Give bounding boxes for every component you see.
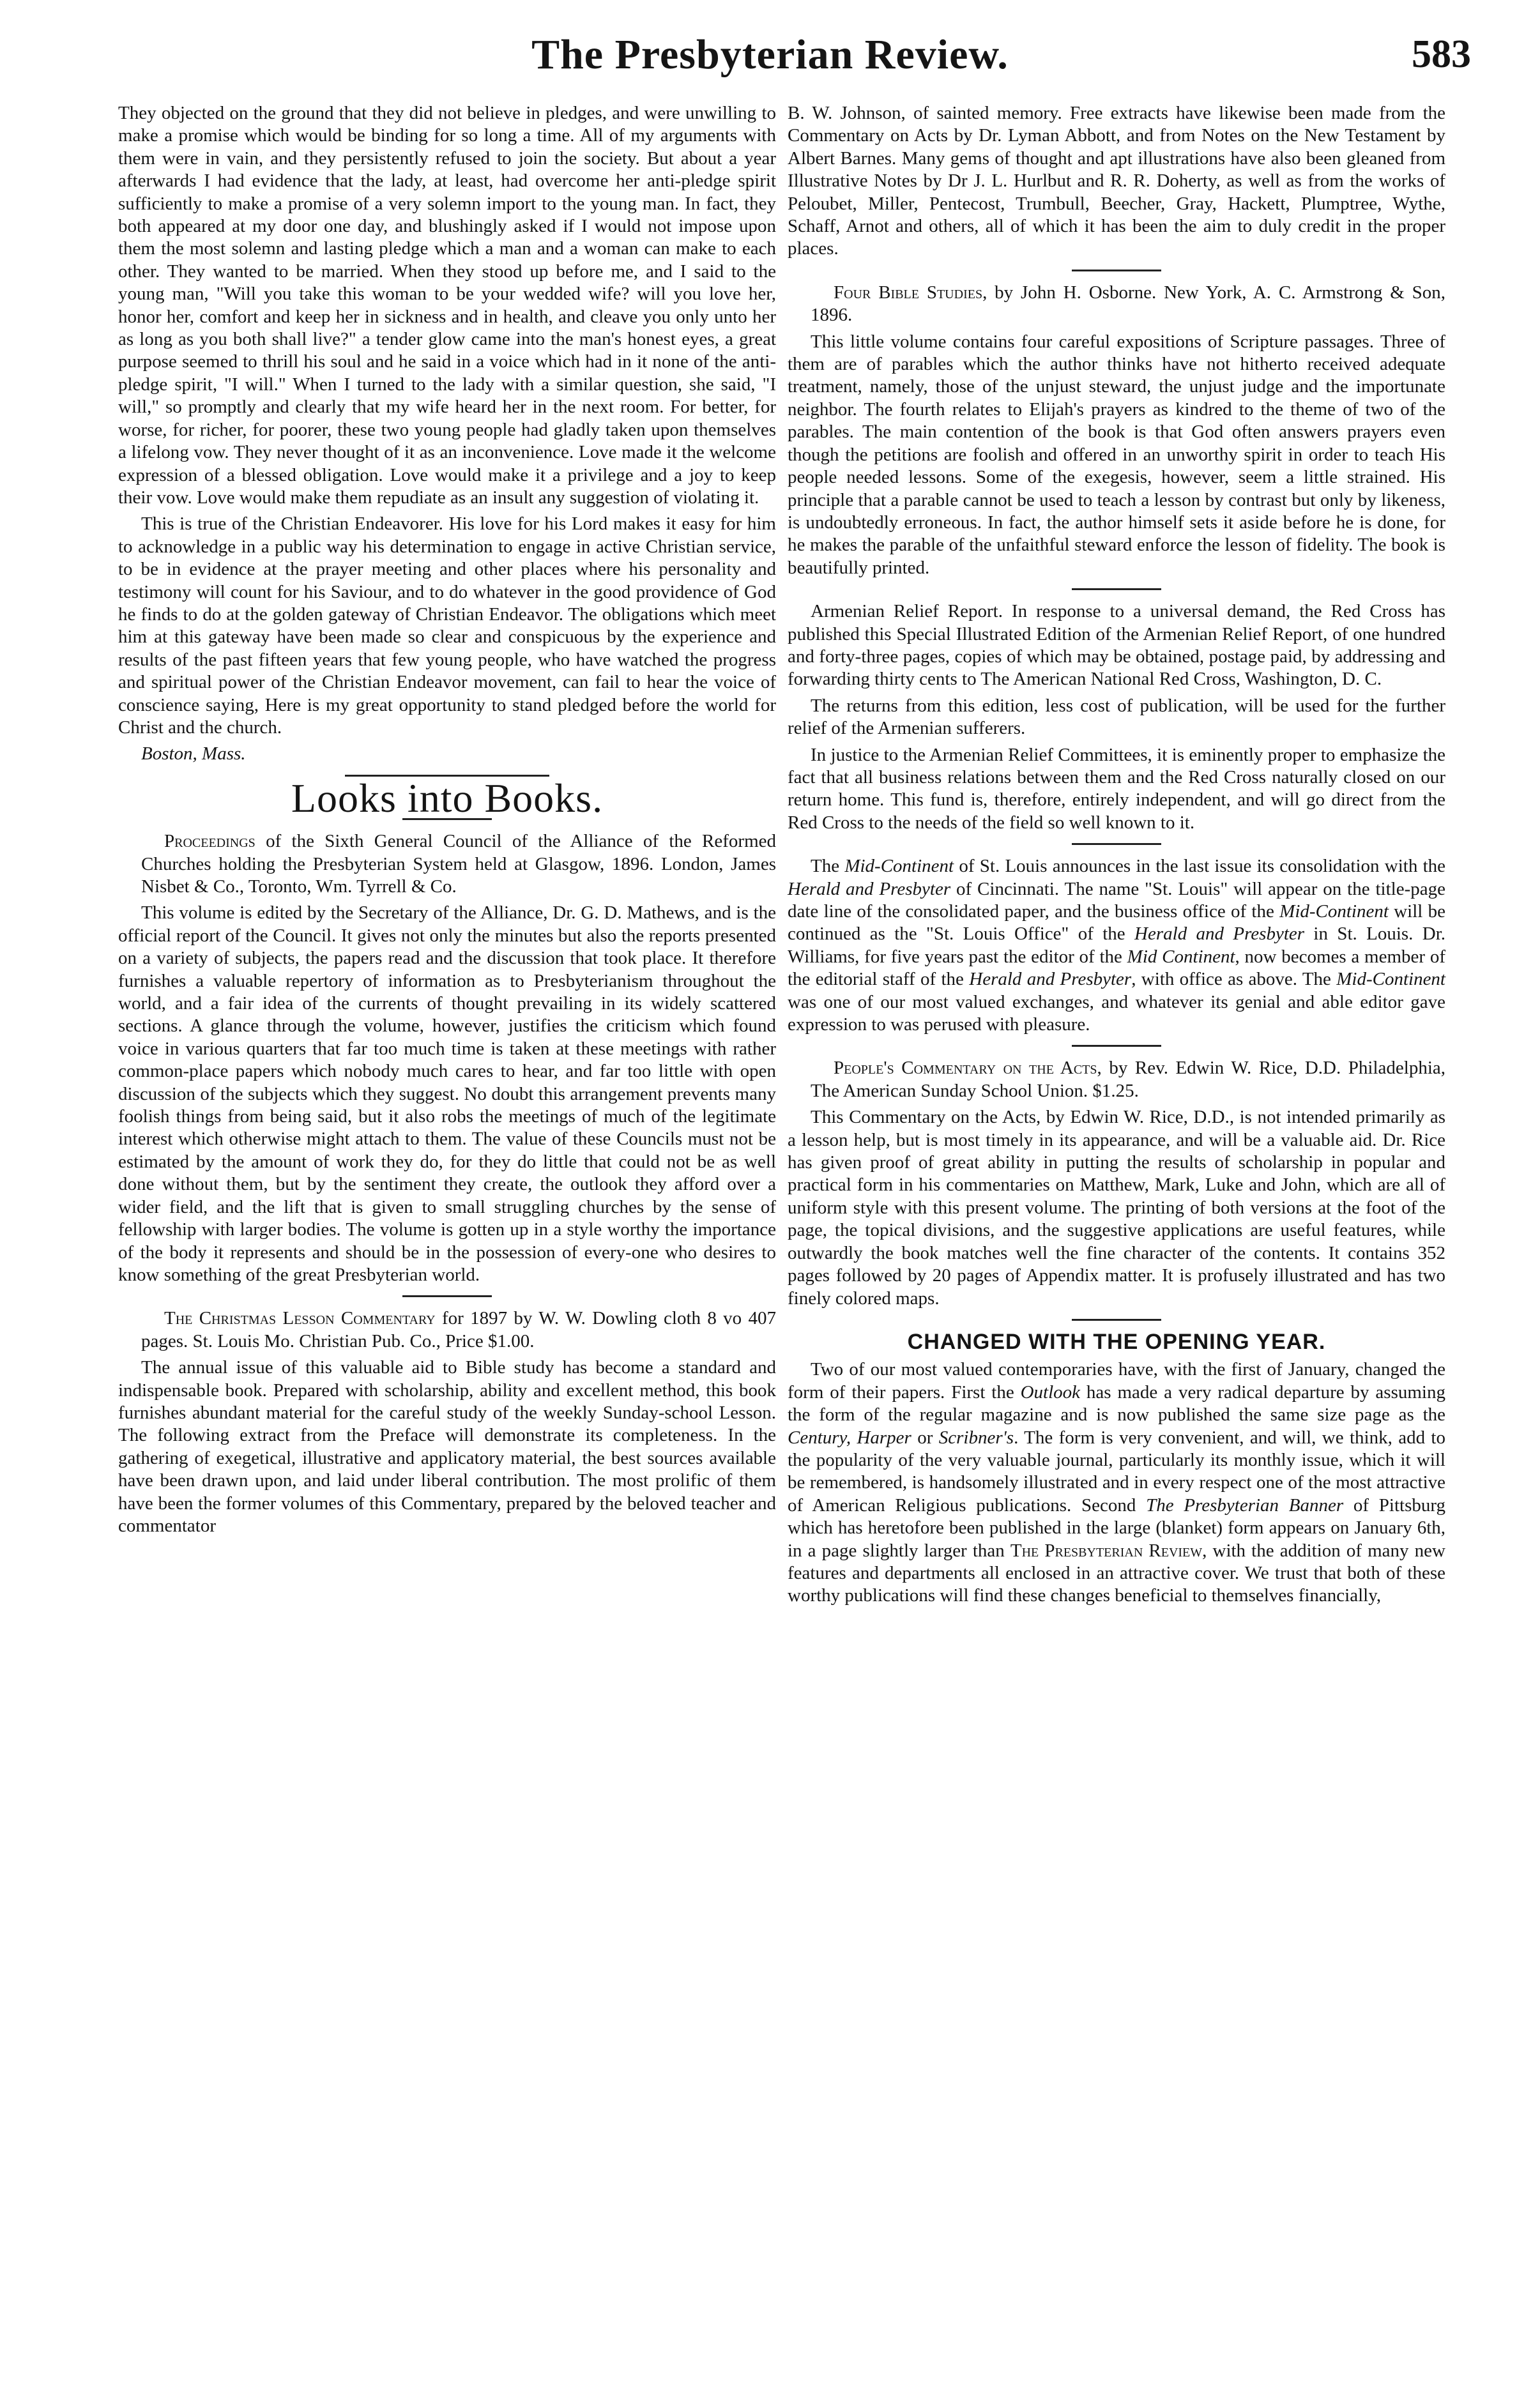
- review-body: The annual issue of this valuable aid to Bible study has become a standard and indispensable book. Prepared with scholarship, ability and excellent method, this book furnishes abundant material for the careful study of the weekly Sunday-school Lesson. The following extract from the Preface will demonstrate its completeness. In the gathering of exegetical, illustrative and applicatory material, the best sources available have been drawn upon, and laid under liberal contribution. The most prolific of them have been the former volumes of this Commentary, prepared by the beloved teacher and commentator: [118, 1357, 776, 1536]
- divider: [1072, 1319, 1161, 1321]
- news-paragraph: [788, 855, 1445, 1036]
- review-citation: , by Rev. Edwin W. Rice, D.D. Philadelphia, The American Sunday School Union. $1.25.: [811, 1058, 1445, 1101]
- text-run: of St. Louis announces in the last issue its consolidation with the: [954, 856, 1446, 877]
- review-citation: In response to a universal demand, the Red Cross has published this Special Illustrated Edition of the Armenian Relief Report, of one hundred and forty-three pages, copies of which may be obtained, postage paid, by addressing and forwarding thirty cents to The American National Red Cross, Washington, D. C.: [788, 601, 1445, 690]
- review-title: People's Commentary on the Acts: [834, 1058, 1097, 1079]
- article-paragraph: This is true of the Christian Endeavorer. His love for his Lord makes it easy for him to acknowledge in a public way his determination to engage in active Christian service, to be in evidence at the prayer meeting and other places where his personality and testimony will count for his Saviour, and to do whatever in the good providence of God he finds to do at the golden gateway of Christian Endeavor. The obligations which meet him at this gateway have been made so clear and conspicuous by the experience and results of the past fifteen years that few young people, who have watched the progress and spiritual power of the Christian Endeavor movement, can fail to hear the voice of conscience saying, Here is my great opportunity to stand pledged before the world for Christ and the church.: [118, 514, 776, 738]
- paper-name: Mid-Continent: [1336, 969, 1445, 990]
- review-body: This little volume contains four careful expositions of Scripture passages. Three of them are of parables which the author thinks have not hitherto received adequate treatment, namely, those of the unjust steward, the unjust judge and the importunate neighbor. The fourth relates to Elijah's prayers as kindred to the theme of two of the parables. The main contention of the book is that God often answers prayers even though the petitions are foolish and offered in an unworthy spirit in order to teach His people needed lessons. Some of the exegesis, however, seem a little strained. His principle that a parable cannot be used to teach a lesson by contrast but only by likeness, is undoubtedly erroneous. In fact, the author himself sets it aside before he is done, for he makes the parable of the unfaithful steward enforce the lesson of fidelity. The book is beautifully printed.: [788, 331, 1445, 578]
- divider: [402, 1295, 492, 1297]
- paper-name: Mid-Continent: [1279, 901, 1389, 922]
- review-heading: [118, 1307, 776, 1353]
- review-heading: [788, 282, 1445, 327]
- left-column: [118, 102, 776, 1541]
- paper-name: Century, Harper: [788, 1427, 911, 1448]
- review-body: In justice to the Armenian Relief Committees, it is eminently proper to emphasize the fact that all business relations between them and the Red Cross naturally closed on our return home. This fund is, therefore, entirely independent, and will go direct from the Red Cross to the needs of the field so well known to it.: [788, 744, 1445, 833]
- running-title: The Presbyterian Review.: [531, 31, 1009, 78]
- text-run: Two of our most valued contemporaries have, with the first of January, changed the form of their papers. First the: [788, 1359, 1445, 1403]
- review-title: The Christmas Lesson Commentary: [164, 1308, 436, 1329]
- review-citation: of the Sixth General Council of the Alliance of the Reformed Churches holding the Presbyterian System held at Glasgow, 1896. London, James Nisbet & Co., Toronto, Wm. Tyrrell & Co.: [141, 831, 776, 897]
- text-run: has made a very radical departure by assuming the form of the regular magazine and is now published the same size page as the: [788, 1381, 1445, 1426]
- review-citation: , by John H. Osborne. New York, A. C. Armstrong & Son, 1896.: [811, 282, 1445, 326]
- text-run: , with office as above. The: [1131, 969, 1337, 990]
- article-paragraph: [788, 1358, 1445, 1607]
- text-run: . The form is very convenient, and will, we think, add to the popularity of the very valuable journal, particularly its monthly issue, which it will be remembered, is handsomely illustrated and in every respect one of the most attractive of American Religious publications. Second: [788, 1427, 1445, 1516]
- paper-name: Outlook: [1020, 1381, 1081, 1403]
- text-run: was one of our most valued exchanges, and whatever its genial and able editor gave expression to was perused with pleasure.: [788, 991, 1445, 1035]
- paper-name: The Presbyterian Banner: [1146, 1495, 1344, 1516]
- right-column: [788, 102, 1445, 1611]
- divider: [1072, 588, 1161, 590]
- review-title: Armenian Relief Report.: [811, 601, 1003, 622]
- review-heading: [788, 1057, 1445, 1102]
- section-heading: Looks into Books.: [291, 775, 604, 821]
- paper-name: Mid Continent: [1127, 946, 1235, 967]
- text-run: of Cincinnati. The name "St. Louis" will appear on the title-page date line of the consolidated paper, and the business office of the: [788, 878, 1445, 922]
- review-citation: for 1897 by W. W. Dowling cloth 8 vo 407 pages. St. Louis Mo. Christian Pub. Co., Price $1.00.: [141, 1308, 776, 1351]
- paper-name: Mid-Continent: [844, 856, 954, 877]
- paper-name: Scribner's: [938, 1427, 1014, 1448]
- review-heading: [118, 830, 776, 898]
- paper-name: Herald and Presbyter: [969, 969, 1132, 990]
- paper-name: Herald and Presbyter: [788, 878, 951, 899]
- text-run: The: [811, 856, 845, 877]
- paper-name: The Presbyterian Review: [1010, 1540, 1203, 1561]
- article-signature: Boston, Mass.: [141, 743, 246, 765]
- text-run: in St. Louis. Dr. Williams, for five years past the editor of the: [788, 924, 1446, 967]
- divider: [1072, 270, 1161, 271]
- page-header: [0, 0, 1540, 96]
- review-body: This volume is edited by the Secretary of the Alliance, Dr. G. D. Mathews, and is the official report of the Council. It gives not only the minutes but also the reports presented on a variety of subjects, the papers read and the discussion that took place. It therefore furnishes a valuable repertory of information as to Presbyterianism throughout the world, and a fair idea of the currents of thought prevailing in its widely scattered sections. A glance through the volume, however, justifies the criticism which found voice in various quarters that far too much time is taken at these meetings with rather common-place papers which nobody much cares to hear, and far too little with open discussion of the subjects which they suggest. No doubt this arrangement prevents many foolish things from being said, but it also robs the meetings of much of the legitimate interest which otherwise might attach to them. The value of these Councils must not be estimated by the amount of work they do, for they do little that could not be as well done without them, but by the sentiment they create, the outlook they afford over a wider field, and the lift that is given to small struggling churches by the sense of fellowship with larger bodies. The volume is gotten up in a style worthy the importance of the body it represents and should be in the possession of every-one who desires to know something of the great Presbyterian world.: [118, 902, 776, 1285]
- divider: [1072, 843, 1161, 845]
- text-run: will be continued as the "St. Louis Office" of the: [788, 901, 1445, 945]
- text-run: of Pittsburg which has heretofore been published in the large (blanket) form appears on January 6th, in a page slightly larger than: [788, 1495, 1445, 1561]
- paper-name: Herald and Presbyter: [1134, 924, 1305, 945]
- text-run: or: [911, 1427, 939, 1448]
- review-body: [788, 600, 1445, 691]
- review-title: Four Bible Studies: [834, 282, 983, 303]
- review-body: This Commentary on the Acts, by Edwin W. Rice, D.D., is not intended primarily as a lesson help, but is most timely in its appearance, and will be a valuable aid. Dr. Rice has given proof of great ability in putting the results of scholarship in popular and practical form in his commentaries on Matthew, Mark, Luke and John, which are all of uniform style with this present volume. The printing of both versions at the foot of the page, the topical divisions, and the suggestive applications are useful features, while outwardly the book matches well the fine character of the contents. It contains 352 pages followed by 20 pages of Appendix matter. It is profusely illustrated and has two finely colored maps.: [788, 1107, 1445, 1309]
- article-heading: CHANGED WITH THE OPENING YEAR.: [907, 1329, 1326, 1354]
- text-run: , with the addition of many new features and departments all enclosed in an attractive cover. We trust that both of these worthy publications will find these changes beneficial to themselves financially,: [788, 1540, 1445, 1606]
- page-number: 583: [1412, 33, 1471, 76]
- article-paragraph: B. W. Johnson, of sainted memory. Free extracts have likewise been made from the Commentary on Acts by Dr. Lyman Abbott, and from Notes on the New Testament by Albert Barnes. Many gems of thought and apt illustrations have also been gleaned from Illustrative Notes by Dr J. L. Hurlbut and R. R. Doherty, as well as from the works of Peloubet, Miller, Pentecost, Trumbull, Beecher, Gray, Hackett, Plumptree, Wythe, Schaff, Arnot and others, all of which it has been the aim to duly credit in the proper places.: [788, 103, 1445, 259]
- text-run: , now becomes a member of the editorial staff of the: [788, 946, 1445, 990]
- review-body: The returns from this edition, less cost of publication, will be used for the further relief of the Armenian sufferers.: [788, 695, 1445, 739]
- review-title: Proceedings: [164, 831, 255, 852]
- divider: [1072, 1045, 1161, 1047]
- article-paragraph: They objected on the ground that they did not believe in pledges, and were unwilling to make a promise which would be binding for so long a time. All of my arguments with them were in vain, and they persistently refused to join the society. But about a year afterwards I had evidence that the lady, at least, had overcome her anti-pledge spirit sufficiently to make a promise of a very solemn import to the young man. In fact, they both appeared at my door one day, and blushingly asked if I would not impose upon them the most solemn and lasting pledge which a man and a woman can make to each other. They wanted to be married. When they stood up before me, and I said to the young man, "Will you take this woman to be your wedded wife? will you love her, honor her, comfort and keep her in sickness and in health, and cleave you only unto her as long as you both shall live?" a tender glow came into the man's honest eyes, a great purpose seemed to thrill his soul and he said in a voice which had in it none of the anti-pledge spirit, "I will." When I turned to the lady with a similar question, she said, "I will," so promptly and clearly that my wife heard her in the next room. For better, for worse, for richer, for poorer, these two young people had gladly taken upon themselves a lifelong vow. They never thought of it as an inconvenience. Love made it the welcome expression of a blessed obligation. Love would make it a privilege and a joy to keep their vow. Love would make them repudiate as an insult any suggestion of violating it.: [118, 103, 776, 508]
